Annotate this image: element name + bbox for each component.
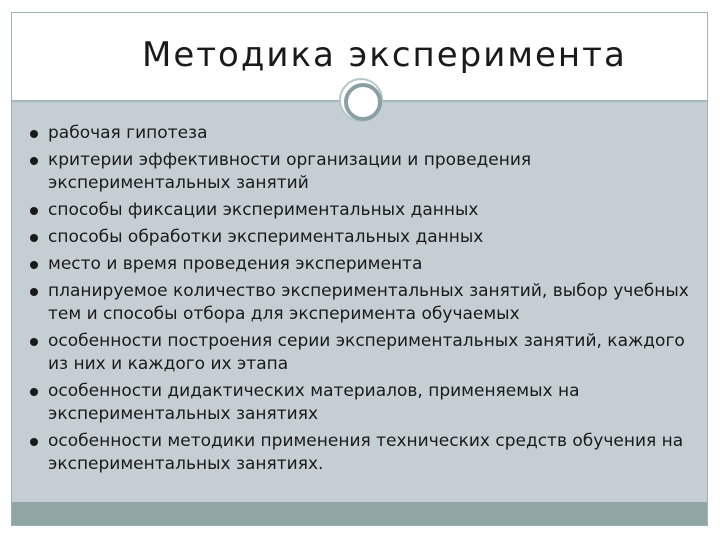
circle-ornament-icon [339,78,383,122]
bullet-list [30,122,690,480]
bullet-dot-icon [30,438,38,446]
bullet-dot-icon [30,388,38,396]
list-item-text: особенности методики применения технических средств обучения на экспериментальных занятиях. [48,431,684,474]
list-item-text: рабочая гипотеза [48,123,208,143]
bullet-dot-icon [30,207,38,215]
list-item [30,330,690,376]
bullet-dot-icon [30,130,38,138]
slide-title: Методика эксперимента [142,35,627,75]
bullet-dot-icon [30,288,38,296]
bottom-band [12,502,707,525]
bullet-dot-icon [30,261,38,269]
list-item [30,226,690,249]
list-item-text: способы обработки экспериментальных данных [48,227,484,247]
list-item [30,380,690,426]
list-item-text: особенности построения серии экспериментальных занятий, каждого из них и каждого их этапа [48,331,685,374]
circle-ring [344,83,382,121]
list-item [30,280,690,326]
list-item [30,253,690,276]
bullet-dot-icon [30,157,38,165]
list-item [30,149,690,195]
list-item [30,430,690,476]
list-item-text: критерии эффективности организации и проведения экспериментальных занятий [48,150,532,193]
list-item [30,122,690,145]
list-item-text: способы фиксации экспериментальных данных [48,200,479,220]
list-item-text: место и время проведения эксперимента [48,254,423,274]
list-item-text: особенности дидактических материалов, применяемых на экспериментальных занятиях [48,381,580,424]
bullet-dot-icon [30,234,38,242]
list-item [30,199,690,222]
list-item-text: планируемое количество экспериментальных занятий, выбор учебных тем и способы отбора для эксперимента обучаемых [48,281,689,324]
bullet-dot-icon [30,338,38,346]
